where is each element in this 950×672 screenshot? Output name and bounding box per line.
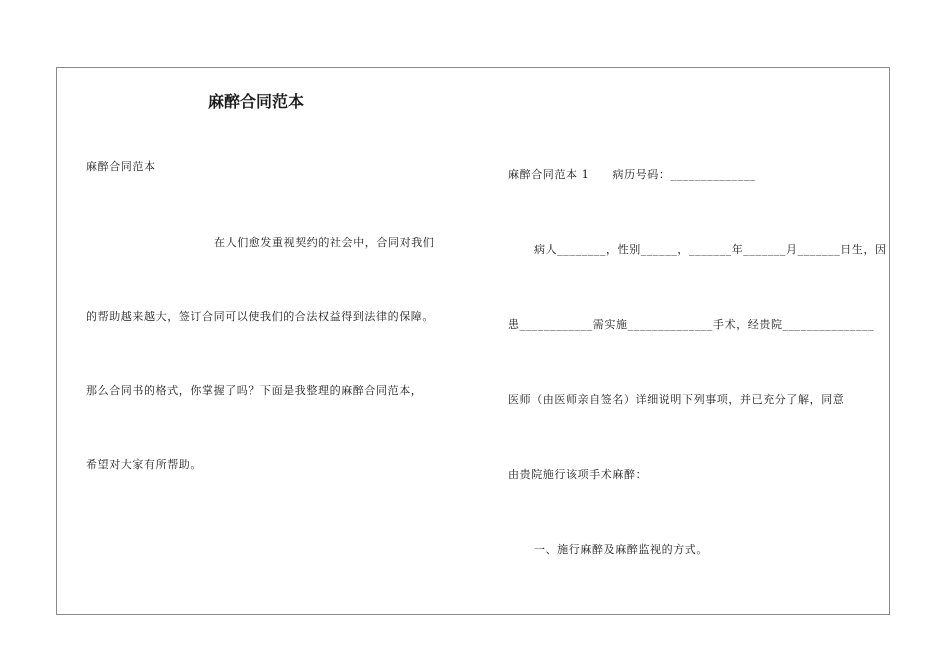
right-line-4: 医师（由医师亲自签名）详细说明下列事项，并已充分了解，同意 xyxy=(508,393,845,406)
left-paragraph-line-1: 在人们愈发重视契约的社会中，合同对我们 xyxy=(214,236,435,249)
page-frame xyxy=(56,67,890,615)
right-line-3: 患____________需实施______________手术，经贵院_______________ xyxy=(508,318,875,331)
right-line-6: 一、施行麻醉及麻醉监视的方式。 xyxy=(534,543,708,556)
left-paragraph-line-3: 那么合同书的格式，你掌握了吗？下面是我整理的麻醉合同范本， xyxy=(86,384,423,397)
right-line-2: 病人________，性别______，_______年_______月_______日生，因 xyxy=(534,243,887,256)
left-subtitle: 麻醉合同范本 xyxy=(86,160,156,173)
document-title: 麻醉合同范本 xyxy=(208,92,305,111)
right-line-1: 麻醉合同范本 1 病历号码：______________ xyxy=(508,168,756,181)
left-paragraph-line-4: 希望对大家有所帮助。 xyxy=(86,458,202,471)
left-paragraph-line-2: 的帮助越来越大，签订合同可以使我们的合法权益得到法律的保障。 xyxy=(86,310,434,323)
right-line-5: 由贵院施行该项手术麻醉： xyxy=(508,468,648,481)
